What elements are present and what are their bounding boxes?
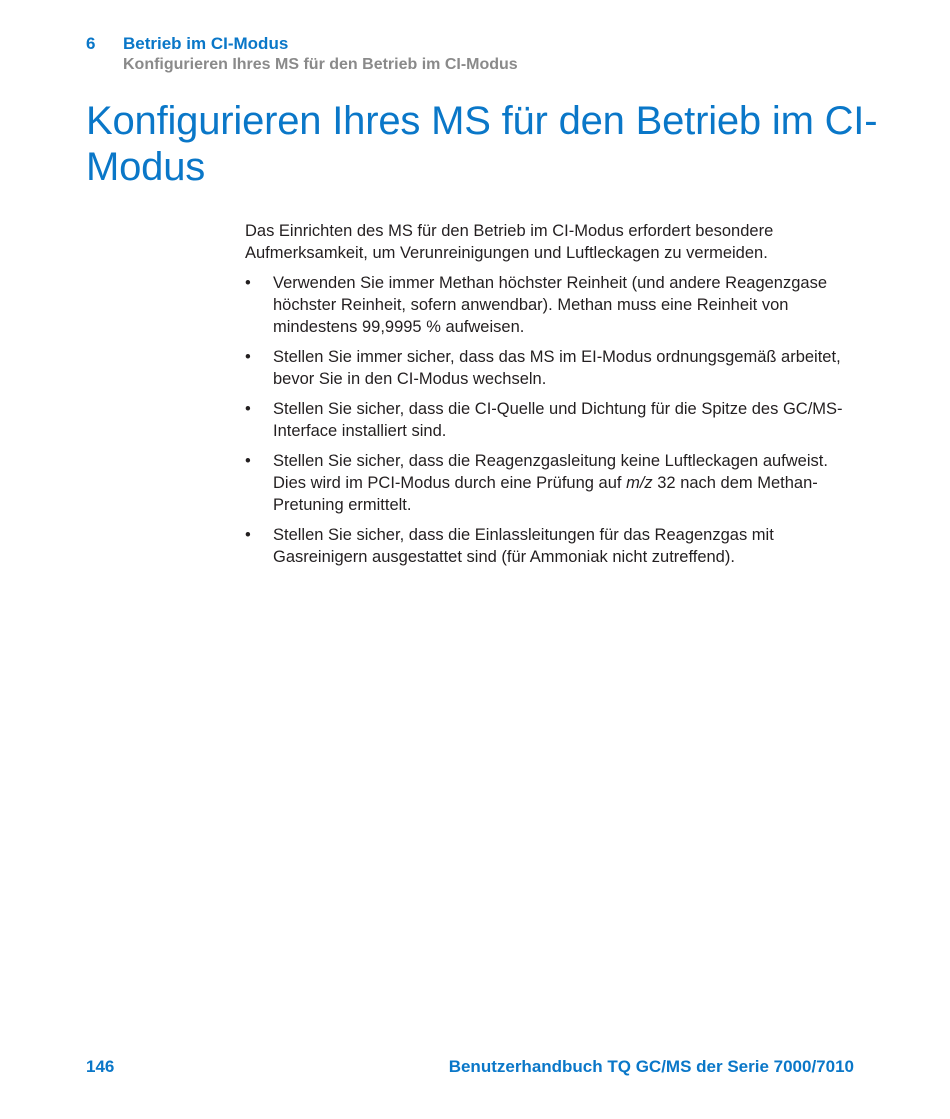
main-content — [245, 220, 865, 576]
list-item — [245, 272, 865, 338]
list-item-text: Stellen Sie sicher, dass die CI-Quelle und Dichtung für die Spitze des GC/MS-Interface installiert sind. — [273, 400, 843, 440]
page-number: 146 — [86, 1057, 115, 1076]
list-item-text — [273, 452, 828, 514]
running-header-chapter — [86, 33, 288, 54]
bullet-icon: • — [245, 452, 251, 470]
bullet-icon: • — [245, 274, 251, 292]
page-title: Konfigurieren Ihres MS für den Betrieb im CI-Modus — [86, 99, 878, 189]
bullet-icon: • — [245, 348, 251, 366]
bullet-icon: • — [245, 400, 251, 418]
mz-italic: m/z — [626, 474, 653, 492]
running-header — [86, 33, 518, 73]
bullet-list — [245, 272, 865, 568]
bullet-icon: • — [245, 526, 251, 544]
list-item-text: Stellen Sie immer sicher, dass das MS im EI-Modus ordnungsgemäß arbeitet, bevor Sie in den CI-Modus wechseln. — [273, 348, 841, 388]
chapter-title: Betrieb im CI-Modus — [123, 34, 289, 53]
section-title: Konfigurieren Ihres MS für den Betrieb im CI-Modus — [123, 56, 518, 73]
list-item — [245, 450, 865, 516]
list-item-text-start: Stellen Sie sicher, dass die Reagenzgasleitung keine Luftleckagen aufweist. Dies wird im PCI-Modus durch eine Prüfung auf — [273, 452, 828, 492]
chapter-number: 6 — [86, 34, 96, 53]
list-item-text-end: 32 nach dem Methan-Pretuning ermittelt. — [273, 474, 818, 514]
list-item — [245, 346, 865, 390]
book-title: Benutzerhandbuch TQ GC/MS der Serie 7000/7010 — [448, 1057, 854, 1076]
list-item — [245, 398, 865, 442]
list-item-text: Stellen Sie sicher, dass die Einlassleitungen für das Reagenzgas mit Gasreinigern ausgestattet sind (für Ammoniak nicht zutreffend). — [273, 526, 774, 566]
list-item — [245, 524, 865, 568]
intro-paragraph: Das Einrichten des MS für den Betrieb im CI-Modus erfordert besondere Aufmerksamkeit, um Verunreinigungen und Luftleckagen zu vermeiden. — [245, 222, 774, 262]
list-item-text: Verwenden Sie immer Methan höchster Reinheit (und andere Reagenzgase höchster Reinheit, sofern anwendbar). Methan muss eine Reinheit von mindestens 99,9995 % aufweisen. — [273, 274, 827, 336]
